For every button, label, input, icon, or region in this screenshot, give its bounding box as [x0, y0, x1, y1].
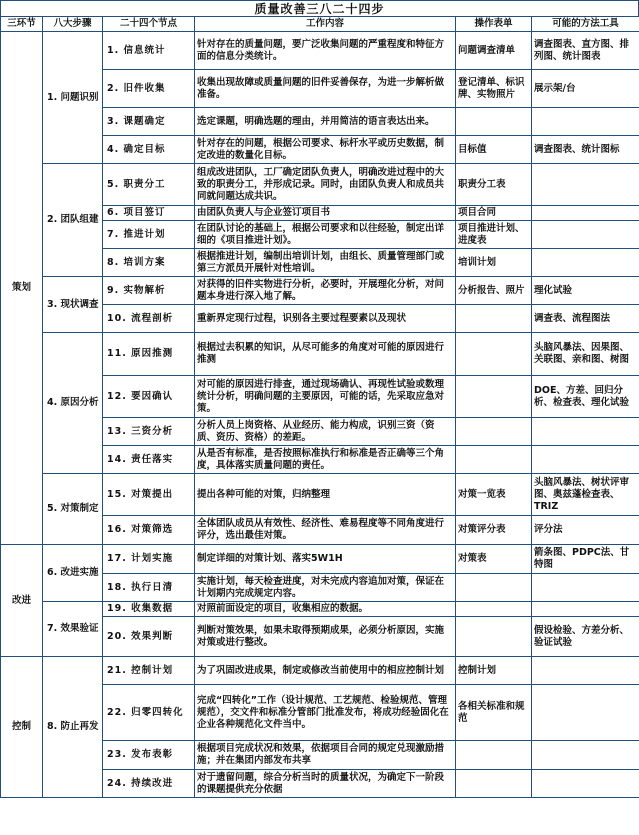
table-row: [1, 164, 639, 206]
node-cell: 22. 归零四转化: [103, 685, 195, 741]
node-cell: 19. 收集数据: [103, 602, 195, 617]
table-row: [1, 545, 639, 574]
method-cell: [532, 770, 639, 798]
node-cell: 10. 流程剖析: [103, 305, 195, 333]
node-cell: 14. 责任落实: [103, 446, 195, 474]
node-cell: 3. 课题确定: [103, 108, 195, 136]
form-cell: 登记清单、标识牌、实物照片: [456, 70, 532, 108]
node-cell: 7. 推进计划: [103, 221, 195, 249]
node-cell: 11. 原因推测: [103, 333, 195, 376]
content-cell: 组成改进团队，工厂确定团队负责人，明确改进过程中的大致的职责分工，并形成记录。同时，由团队负责人和成员共同就问题达成共识。: [195, 164, 456, 206]
method-cell: [532, 418, 639, 446]
method-cell: 展示架/台: [532, 70, 639, 108]
method-cell: [532, 602, 639, 617]
form-cell: [456, 418, 532, 446]
content-cell: 对获得的旧件实物进行分析，必要时，开展理化分析，对问题本身进行深入地了解。: [195, 277, 456, 305]
node-cell: 12. 要因确认: [103, 376, 195, 418]
table-row: [1, 333, 639, 376]
table-row: [1, 657, 639, 685]
step-cell: 2. 团队组建: [43, 164, 103, 277]
form-cell: 控制计划: [456, 657, 532, 685]
form-cell: [456, 741, 532, 770]
table-row: [1, 474, 639, 516]
content-cell: 对可能的原因进行排查，通过现场确认、再现性试验或数理统计分析，明确问题的主要原因，可能的话，先采取应急对策。: [195, 376, 456, 418]
node-cell: 5. 职责分工: [103, 164, 195, 206]
method-cell: 评分法: [532, 516, 639, 545]
step-cell: 3. 现状调查: [43, 277, 103, 333]
content-cell: 收集出现故障或质量问题的旧件妥善保存，为进一步解析做准备。: [195, 70, 456, 108]
form-cell: [456, 108, 532, 136]
node-cell: 6. 项目签订: [103, 206, 195, 221]
form-cell: [456, 446, 532, 474]
method-cell: [532, 685, 639, 741]
content-cell: 对照前面设定的项目，收集相应的数据。: [195, 602, 456, 617]
method-cell: DOE、方差、回归分析、检查表、理化试验: [532, 376, 639, 418]
step-cell: 7. 效果验证: [43, 602, 103, 657]
method-cell: 头脑风暴法、因果图、关联图、亲和图、树图: [532, 333, 639, 376]
node-cell: 1. 信息统计: [103, 32, 195, 70]
phase-cell: 策划: [1, 32, 43, 545]
form-cell: 问题调查清单: [456, 32, 532, 70]
content-cell: 针对存在的质量问题，要广泛收集问题的严重程度和特征方面的信息分类统计。: [195, 32, 456, 70]
content-cell: 全体团队成员从有效性、经济性、难易程度等不同角度进行评分，选出最佳对策。: [195, 516, 456, 545]
content-cell: 针对存在的问题，根据公司要求、标杆水平或历史数据，制定改进的数量化目标。: [195, 136, 456, 164]
content-cell: 从是否有标准，是否按照标准执行和标准是否正确等三个角度，具体落实质量问题的责任。: [195, 446, 456, 474]
node-cell: 8. 培训方案: [103, 249, 195, 277]
content-cell: 实施计划，每天检查进度，对未完成内容追加对策，保证在计划期内完成规定内容。: [195, 574, 456, 602]
form-cell: 对策一览表: [456, 474, 532, 516]
node-cell: 13. 三资分析: [103, 418, 195, 446]
phase-cell: 改进: [1, 545, 43, 657]
node-cell: 24. 持续改进: [103, 770, 195, 798]
form-cell: [456, 333, 532, 376]
table-row: [1, 32, 639, 70]
method-cell: [532, 249, 639, 277]
form-cell: [456, 770, 532, 798]
node-cell: 2. 旧件收集: [103, 70, 195, 108]
method-cell: [532, 164, 639, 206]
content-cell: 判断对策效果，如果未取得预期成果，必须分析原因，实施对策或进行整改。: [195, 617, 456, 657]
form-cell: 各相关标准和规范: [456, 685, 532, 741]
content-cell: 提出各种可能的对策，归纳整理: [195, 474, 456, 516]
header-row: [1, 17, 639, 32]
method-cell: [532, 741, 639, 770]
method-cell: 箭条图、PDPC法、甘特图: [532, 545, 639, 574]
form-cell: [456, 617, 532, 657]
header-step: 八大步骤: [43, 17, 103, 32]
node-cell: 21. 控制计划: [103, 657, 195, 685]
form-cell: 对策评分表: [456, 516, 532, 545]
method-cell: 假设检验、方差分析、验证试验: [532, 617, 639, 657]
form-cell: [456, 602, 532, 617]
content-cell: 根据过去积累的知识，从尽可能多的角度对可能的原因进行推测: [195, 333, 456, 376]
method-cell: 调查表、流程图法: [532, 305, 639, 333]
header-node: 二十四个节点: [103, 17, 195, 32]
form-cell: [456, 305, 532, 333]
method-cell: [532, 574, 639, 602]
node-cell: 15. 对策提出: [103, 474, 195, 516]
node-cell: 16. 对策筛选: [103, 516, 195, 545]
form-cell: 目标值: [456, 136, 532, 164]
method-cell: 调查图表、直方图、排列图、统计图表: [532, 32, 639, 70]
method-cell: [532, 108, 639, 136]
content-cell: 根据项目完成状况和效果，依据项目合同的规定兑现激励措施；并在集团内部发布共享: [195, 741, 456, 770]
method-cell: [532, 221, 639, 249]
header-method: 可能的方法工具: [532, 17, 639, 32]
content-cell: 在团队讨论的基础上，根据公司要求和以往经验，制定出详细的《项目推进计划》。: [195, 221, 456, 249]
form-cell: 分析报告、照片: [456, 277, 532, 305]
step-cell: 6. 改进实施: [43, 545, 103, 602]
node-cell: 23. 发布表彰: [103, 741, 195, 770]
content-cell: 由团队负责人与企业签订项目书: [195, 206, 456, 221]
content-cell: 制定详细的对策计划、落实5W1H: [195, 545, 456, 574]
content-cell: 完成“四转化”工作（设计规范、工艺规范、检验规范、管理规范），交文件和标准分管部门批准发布，将成功经验固化在企业各种规范化文件当中。: [195, 685, 456, 741]
step-cell: 4. 原因分析: [43, 333, 103, 474]
form-cell: 项目合同: [456, 206, 532, 221]
method-cell: [532, 206, 639, 221]
content-cell: 重新界定现行过程，识别各主要过程要素以及现状: [195, 305, 456, 333]
method-cell: [532, 657, 639, 685]
form-cell: 培训计划: [456, 249, 532, 277]
node-cell: 20. 效果判断: [103, 617, 195, 657]
content-cell: 对于遗留问题，综合分析当时的质量状况，为确定下一阶段的课题提供充分依据: [195, 770, 456, 798]
content-cell: 选定课题，明确选题的理由，并用简洁的语言表达出来。: [195, 108, 456, 136]
content-cell: 分析人员上岗资格、从业经历、能力构成，识别三资（资质、资历、资格）的差距。: [195, 418, 456, 446]
phase-cell: 控制: [1, 657, 43, 798]
step-cell: 5. 对策制定: [43, 474, 103, 545]
form-cell: 项目推进计划、进度表: [456, 221, 532, 249]
step-cell: 1. 问题识别: [43, 32, 103, 164]
node-cell: 18. 执行日清: [103, 574, 195, 602]
header-content: 工作内容: [195, 17, 456, 32]
quality-steps-table: [0, 16, 639, 798]
header-phase: 三环节: [1, 17, 43, 32]
node-cell: 17. 计划实施: [103, 545, 195, 574]
content-cell: 为了巩固改进成果，制定或修改当前使用中的相应控制计划: [195, 657, 456, 685]
method-cell: 调查图表、统计图标: [532, 136, 639, 164]
header-form: 操作表单: [456, 17, 532, 32]
node-cell: 4. 确定目标: [103, 136, 195, 164]
step-cell: 8. 防止再发: [43, 657, 103, 798]
method-cell: 头脑风暴法、树状评审图、奥兹蓬检查表、TRIZ: [532, 474, 639, 516]
content-cell: 根据推进计划，编制出培训计划，由组长、质量管理部门或第三方派员开展针对性培训。: [195, 249, 456, 277]
method-cell: [532, 446, 639, 474]
form-cell: [456, 376, 532, 418]
page-title: 质量改善三八二十四步: [0, 0, 639, 16]
node-cell: 9. 实物解析: [103, 277, 195, 305]
table-row: [1, 277, 639, 305]
method-cell: 理化试验: [532, 277, 639, 305]
form-cell: 对策表: [456, 545, 532, 574]
table-row: [1, 602, 639, 617]
form-cell: 职责分工表: [456, 164, 532, 206]
form-cell: [456, 574, 532, 602]
